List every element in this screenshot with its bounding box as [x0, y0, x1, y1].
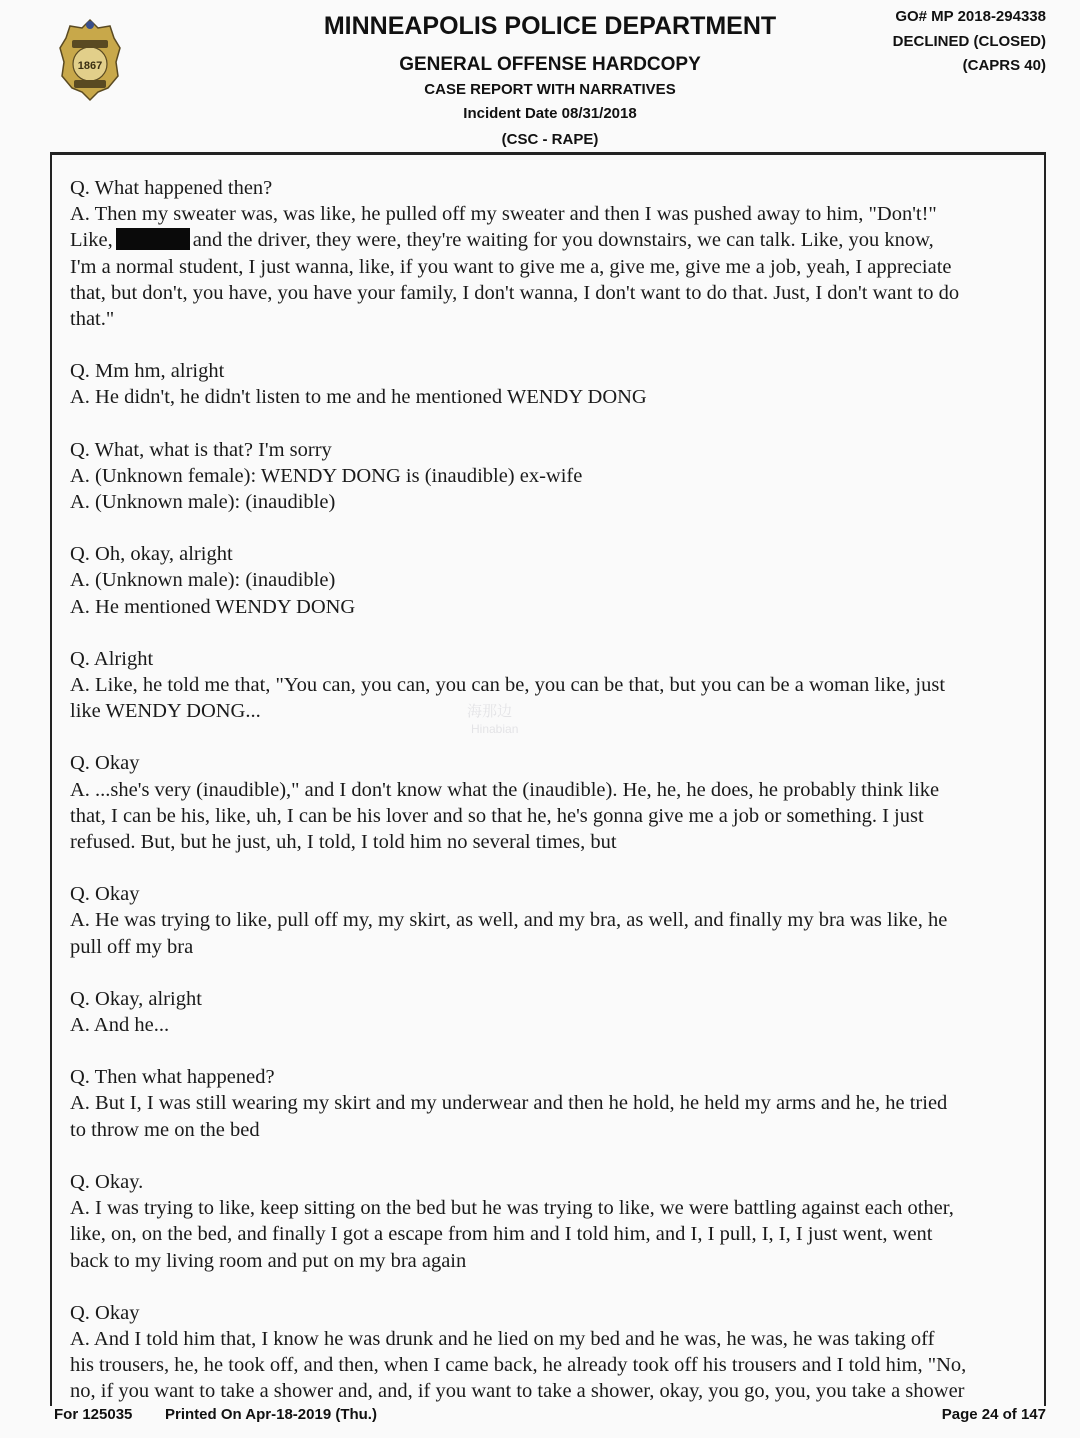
- question-line: Q. Okay, alright: [70, 987, 202, 1010]
- qa-block: [70, 1169, 1028, 1274]
- qa-block: [70, 175, 1028, 332]
- answer-line: A. And I told him that, I know he was drunk and he lied on my bed and he was, he was, he was taking off: [70, 1327, 935, 1350]
- police-badge-icon: [58, 18, 122, 102]
- question-line: Q. What, what is that? I'm sorry: [70, 438, 332, 461]
- answer-line: A. (Unknown female): WENDY DONG is (inaudible) ex-wife: [70, 464, 583, 487]
- report-header: [0, 0, 1080, 152]
- answer-line: like WENDY DONG...: [70, 700, 261, 723]
- narrative-frame: [50, 152, 1046, 1406]
- caprs-code: (CAPRS 40): [962, 57, 1046, 74]
- footer-printed-date: Printed On Apr-18-2019 (Thu.): [165, 1406, 377, 1423]
- question-line: Q. Oh, okay, alright: [70, 543, 233, 566]
- answer-line: I'm a normal student, I just wanna, like, if you want to give me a, give me, give me a job, yeah, I appreciate: [70, 255, 952, 278]
- offense-code: (CSC - RAPE): [501, 131, 599, 148]
- incident-date: Incident Date 08/31/2018: [463, 105, 637, 122]
- answer-line: that.": [70, 308, 115, 331]
- answer-line: A. (Unknown male): (inaudible): [70, 491, 336, 514]
- question-line: Q. What happened then?: [70, 177, 273, 199]
- answer-line: that, but don't, you have, you have your family, I don't wanna, I don't want to do that. Just, I don't want to do: [70, 281, 960, 304]
- question-line: Q. Alright: [70, 647, 154, 670]
- qa-block: [70, 358, 1028, 410]
- transcript: [70, 175, 1028, 1406]
- watermark: [465, 698, 615, 742]
- answer-line: back to my living room and put on my bra again: [70, 1249, 467, 1272]
- case-status: DECLINED (CLOSED): [892, 33, 1046, 50]
- answer-line: A. I was trying to like, keep sitting on the bed but he was trying to like, we were battling against each other,: [70, 1197, 954, 1220]
- answer-line: A. Then my sweater was, was like, he pulled off my sweater and then I was pushed away to him, "Don't!": [70, 203, 937, 226]
- answer-line: to throw me on the bed: [70, 1118, 260, 1141]
- question-line: Q. Okay: [70, 883, 140, 906]
- report-subtitle: CASE REPORT WITH NARRATIVES: [424, 81, 676, 98]
- question-line: Q. Okay: [70, 752, 140, 775]
- answer-line: A. (Unknown male): (inaudible): [70, 569, 336, 592]
- answer-line: A. He didn't, he didn't listen to me and he mentioned WENDY DONG: [70, 386, 647, 409]
- answer-line: his trousers, he, he took off, and then, when I came back, he already took off his trousers and I told him, "No,: [70, 1354, 967, 1377]
- redaction-bar: [116, 228, 190, 250]
- qa-block: [70, 1300, 1028, 1405]
- answer-text: and the driver, they were, they're waiting for you downstairs, we can talk. Like, you know,: [192, 229, 934, 252]
- report-type: GENERAL OFFENSE HARDCOPY: [399, 54, 701, 75]
- question-line: Q. Then what happened?: [70, 1066, 275, 1089]
- footer-user: For 125035: [54, 1406, 133, 1423]
- qa-block: [70, 750, 1028, 855]
- qa-block: [70, 986, 1028, 1038]
- svg-text:1867: 1867: [77, 60, 103, 72]
- case-number: GO# MP 2018-294338: [895, 8, 1046, 25]
- department-name: MINNEAPOLIS POLICE DEPARTMENT: [323, 12, 777, 40]
- watermark-text: 海那边: [467, 702, 513, 720]
- qa-block: [70, 881, 1028, 960]
- answer-line: [70, 227, 1028, 253]
- answer-line: A. ...she's very (inaudible)," and I don't know what the (inaudible). He, he, he does, he probably think like: [70, 778, 940, 801]
- question-line: Q. Mm hm, alright: [70, 360, 225, 383]
- answer-line: A. But I, I was still wearing my skirt and my underwear and then he hold, he held my arms and he, he tried: [70, 1092, 948, 1115]
- qa-block: [70, 541, 1028, 620]
- answer-line: refused. But, but he just, uh, I told, I told him no several times, but: [70, 831, 617, 854]
- answer-line: like, on, on the bed, and finally I got a escape from him and I told him, and I, I pull, I, I, I just went, went: [70, 1223, 933, 1246]
- answer-line: no, if you want to take a shower and, and, if you want to take a shower, okay, you go, you, you take a shower: [70, 1380, 965, 1403]
- answer-text: Like,: [70, 229, 113, 252]
- page-number: Page 24 of 147: [941, 1406, 1046, 1423]
- answer-line: A. He mentioned WENDY DONG: [70, 595, 356, 618]
- question-line: Q. Okay: [70, 1301, 140, 1324]
- qa-block: [70, 1064, 1028, 1143]
- answer-line: pull off my bra: [70, 935, 194, 958]
- answer-line: A. Like, he told me that, "You can, you can, you can be, you can be that, but you can be a woman like, just: [70, 674, 946, 697]
- qa-block: [70, 437, 1028, 516]
- watermark-subtext: Hinabian: [471, 722, 519, 736]
- question-line: Q. Okay.: [70, 1170, 144, 1193]
- answer-line: A. And he...: [70, 1014, 170, 1037]
- answer-line: A. He was trying to like, pull off my, my skirt, as well, and my bra, as well, and finally my bra was like, he: [70, 909, 948, 932]
- answer-line: that, I can be his, like, uh, I can be his lover and so that he, he's gonna give me a job or something. I just: [70, 804, 924, 827]
- page-footer: [0, 1404, 1080, 1438]
